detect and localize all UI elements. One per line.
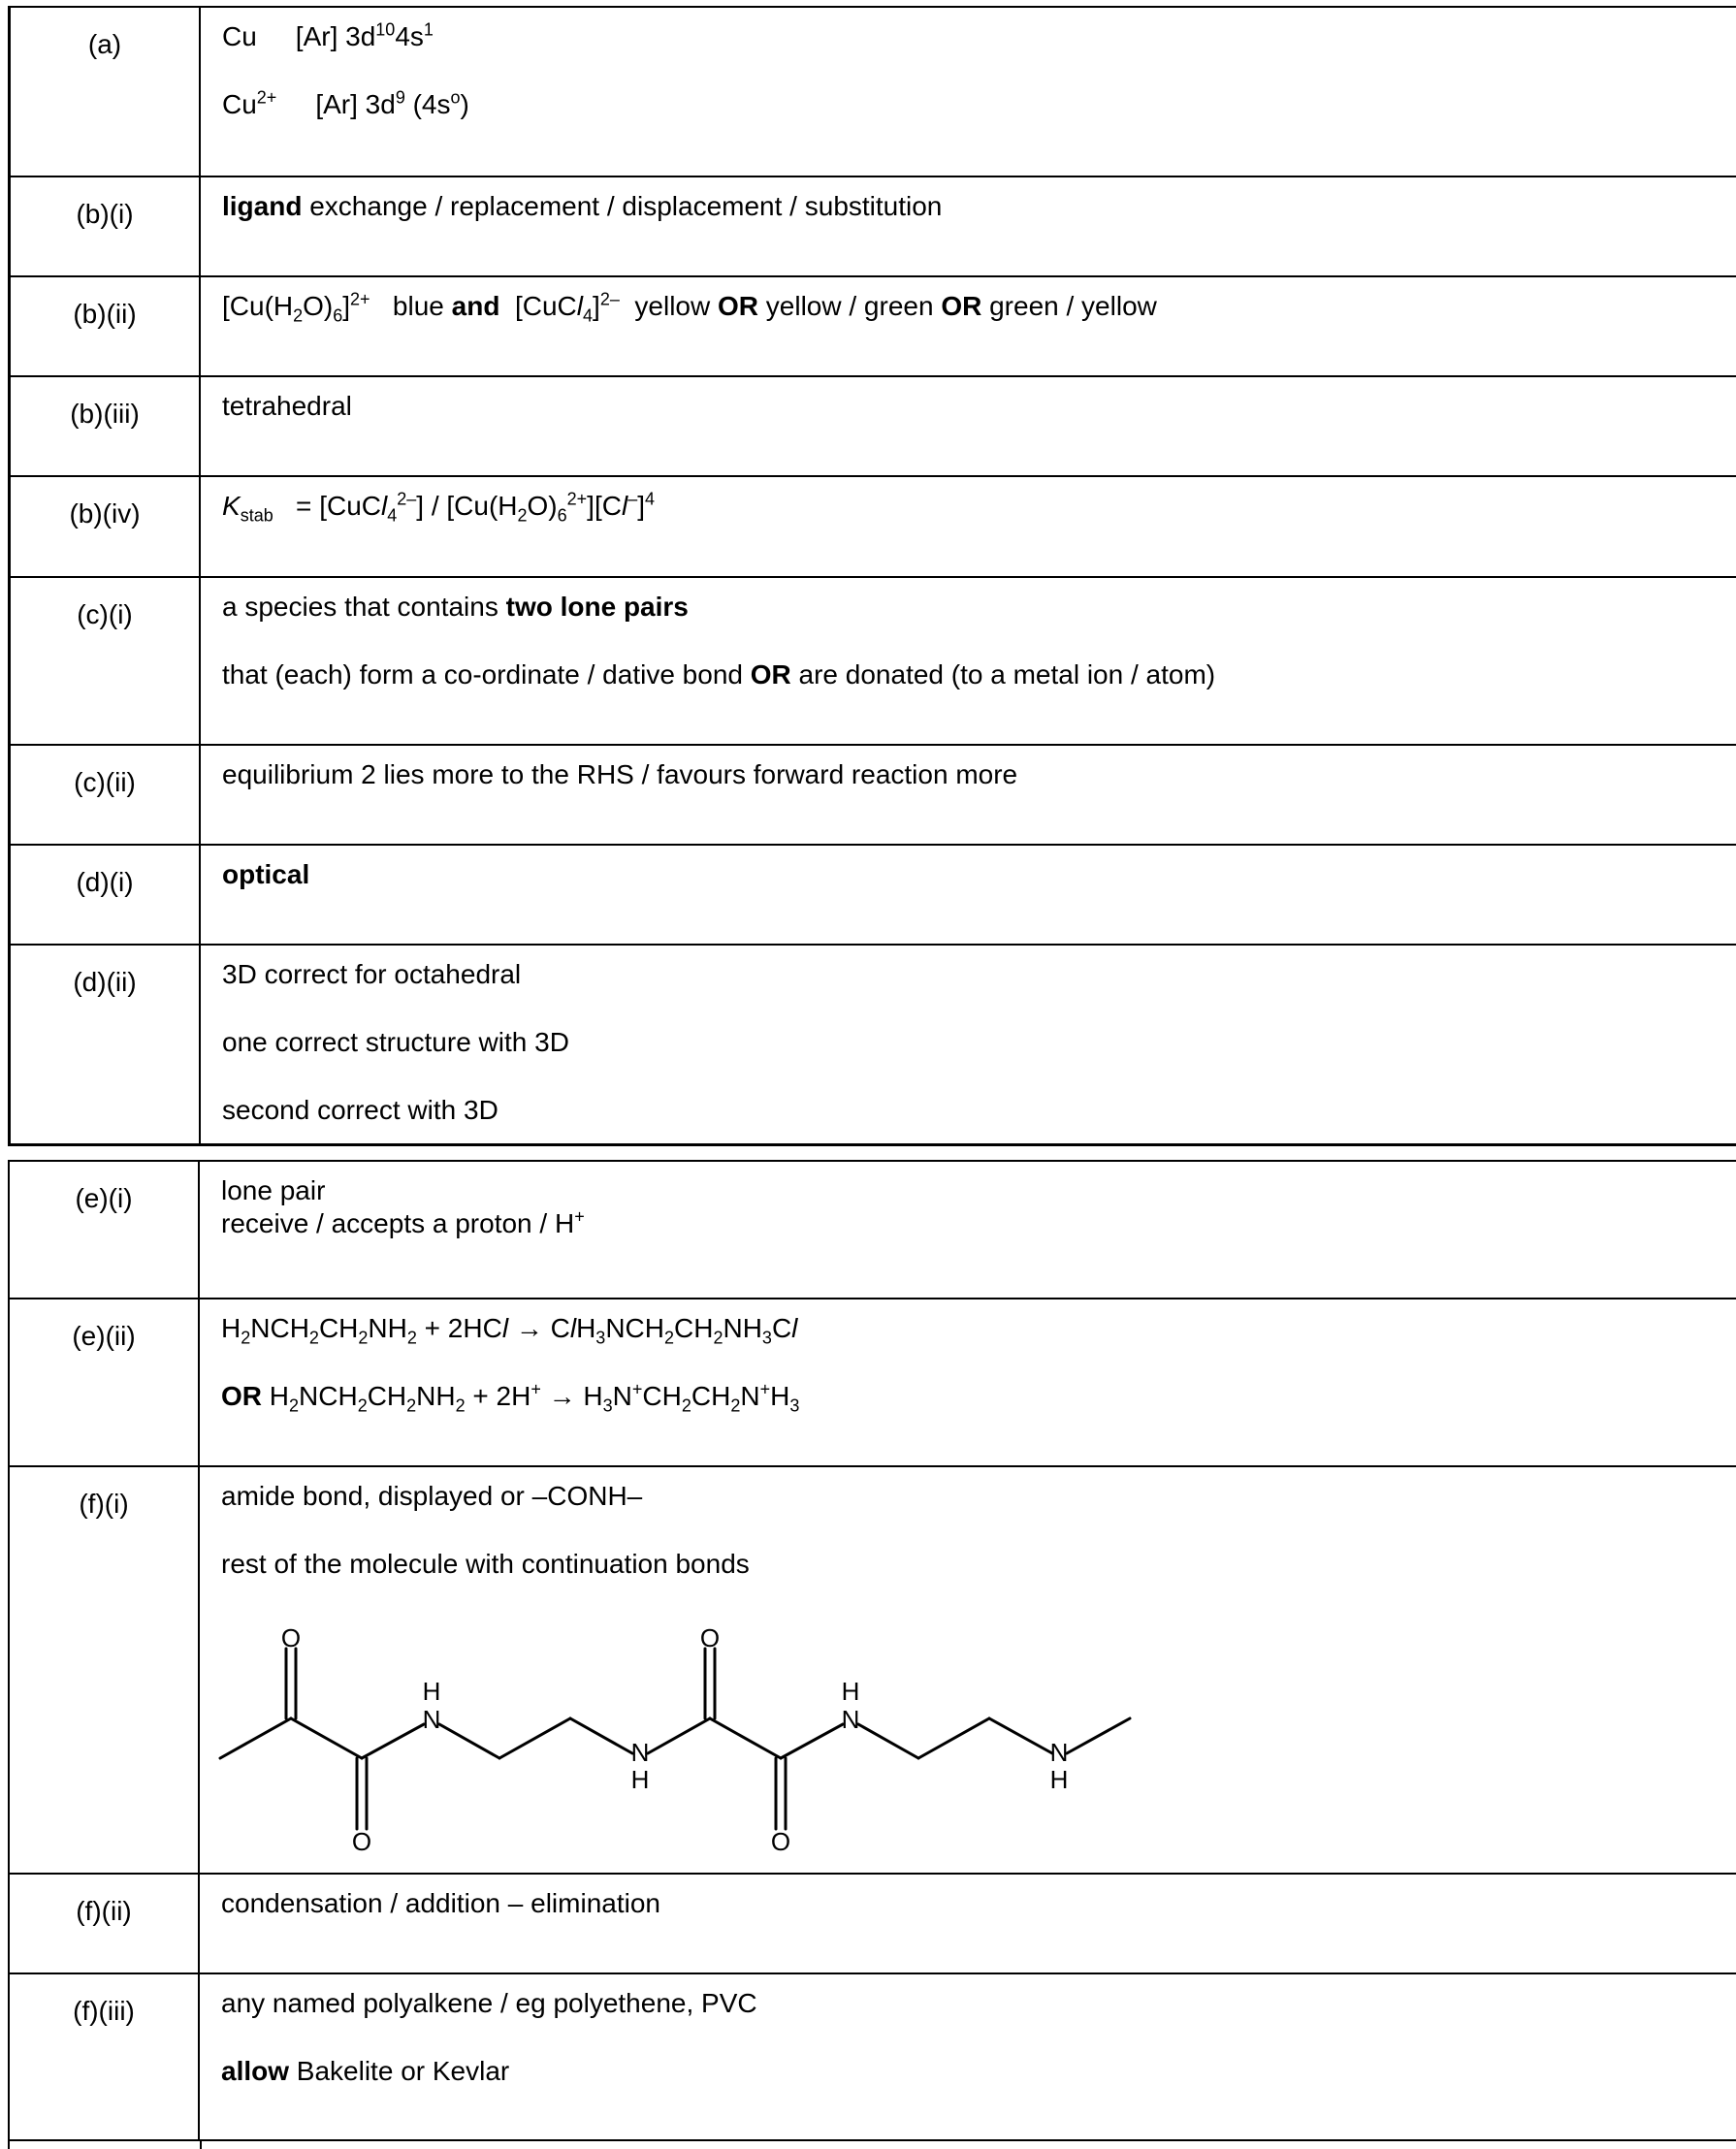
- row-label-text: (b)(iii): [70, 399, 140, 429]
- answer-line: [221, 1888, 660, 1919]
- italic-text: K: [222, 491, 241, 521]
- text: any named polyalkene / eg polyethene, PVC: [221, 1988, 757, 2018]
- subscript: 2: [713, 1328, 723, 1348]
- bond: [710, 1718, 781, 1758]
- row-answer: [210, 377, 1736, 475]
- table-row: [10, 1162, 1736, 1299]
- row-answer: [210, 946, 1736, 1143]
- row-label-text: (b)(ii): [73, 299, 137, 329]
- text: [Ar] 3d: [315, 89, 396, 119]
- text: C: [771, 1313, 792, 1343]
- italic-text: l: [501, 1313, 509, 1343]
- text: 3D correct for octahedral: [222, 959, 522, 989]
- table-row: [11, 946, 1736, 1146]
- subscript: 2: [663, 1328, 674, 1348]
- answer-line: [222, 191, 942, 222]
- text: ): [460, 89, 469, 119]
- row-label-text: (d)(ii): [73, 967, 137, 997]
- subscript: 2: [730, 1395, 741, 1416]
- bond: [220, 1718, 291, 1758]
- answer-line: [222, 21, 434, 52]
- italic-text: l: [380, 491, 388, 521]
- text: NH: [723, 1313, 762, 1343]
- atom-label-hydrogen: H: [630, 1765, 650, 1794]
- atom-label-oxygen: O: [351, 1827, 372, 1856]
- text: 4s: [395, 21, 424, 51]
- table-row: [10, 1974, 1736, 2141]
- row-label-text: (f)(ii): [76, 1896, 132, 1926]
- bond: [362, 1724, 424, 1758]
- subscript: 2: [357, 1395, 368, 1416]
- text: one correct structure with 3D: [222, 1027, 569, 1057]
- row-label-text: (e)(ii): [72, 1321, 136, 1351]
- answer-line: [222, 592, 689, 623]
- row-label: [10, 1299, 200, 1465]
- table-row: [11, 746, 1736, 846]
- text: blue: [370, 291, 452, 321]
- row-answer: [210, 578, 1736, 744]
- bond: [570, 1718, 632, 1753]
- bond: [648, 1718, 710, 1753]
- row-label-text: (d)(i): [76, 867, 134, 897]
- subscript: 2: [293, 305, 304, 326]
- bold-text: OR: [750, 659, 791, 690]
- bold-text: allow: [221, 2056, 290, 2086]
- row-label: [11, 746, 201, 844]
- subscript: 3: [602, 1395, 613, 1416]
- subscript: 2: [358, 1328, 369, 1348]
- text: Bakelite or Kevlar: [289, 2056, 510, 2086]
- answer-line: [222, 1027, 569, 1058]
- superscript: 4: [644, 489, 655, 509]
- row-answer: [210, 177, 1736, 275]
- row-label: [11, 578, 201, 744]
- answer-line: [221, 1549, 750, 1580]
- text: CH: [674, 1313, 714, 1343]
- text: ]: [637, 491, 645, 521]
- table-row: [11, 177, 1736, 277]
- text: ] / [Cu(H: [416, 491, 518, 521]
- atom-label-nitrogen: N: [1049, 1738, 1069, 1767]
- text: ][C: [587, 491, 622, 521]
- text: H: [576, 1313, 596, 1343]
- bond: [291, 1718, 362, 1758]
- text: [CuC: [499, 291, 577, 321]
- text: NH: [416, 1381, 456, 1411]
- row-answer: [210, 477, 1736, 576]
- answer-line: [222, 759, 1017, 790]
- bold-text: two lone pairs: [505, 592, 689, 622]
- answer-line: [222, 391, 352, 422]
- text: receive / accepts a proton / H: [221, 1208, 575, 1238]
- bold-text: OR: [221, 1381, 262, 1411]
- text: yellow: [619, 291, 718, 321]
- answer-line: [222, 1095, 498, 1126]
- superscript: 2+: [350, 289, 370, 309]
- answer-line: [221, 1481, 642, 1512]
- row-label: [11, 946, 201, 1143]
- answer-line: [221, 2056, 509, 2087]
- answer-line: [221, 1988, 757, 2019]
- row-answer: [210, 8, 1736, 176]
- subscript: 2: [241, 1328, 251, 1348]
- atom-label-oxygen: O: [280, 1623, 302, 1652]
- row-label-text: (c)(ii): [74, 767, 136, 797]
- atom-label-nitrogen: N: [841, 1705, 860, 1734]
- bond: [918, 1718, 989, 1758]
- italic-text: l: [576, 291, 584, 321]
- superscript: 10: [375, 19, 396, 40]
- text: green / yellow: [981, 291, 1157, 321]
- bold-text: ligand: [222, 191, 303, 221]
- superscript: 1: [423, 19, 434, 40]
- text: NCH: [299, 1381, 358, 1411]
- row-label: [11, 177, 201, 275]
- text: Cu: [222, 21, 257, 51]
- row-label: [10, 1974, 200, 2139]
- text: + 2H: [465, 1381, 531, 1411]
- subscript: 6: [557, 505, 567, 526]
- superscript: –: [627, 489, 638, 509]
- table-row: [10, 1875, 1736, 1974]
- subscript: stab: [240, 505, 273, 526]
- text: tetrahedral: [222, 391, 352, 421]
- text: = [CuC: [273, 491, 381, 521]
- answer-line: [221, 1208, 585, 1239]
- text: exchange / replacement / displacement / substitution: [302, 191, 943, 221]
- row-label: [11, 277, 201, 375]
- table-continuation-mid: [200, 2141, 202, 2149]
- answer-line: [221, 1175, 325, 1206]
- row-label-text: (f)(iii): [73, 1996, 135, 2026]
- subscript: 2: [455, 1395, 466, 1416]
- subscript: 2: [681, 1395, 691, 1416]
- bold-text: OR: [718, 291, 758, 321]
- table-continuation-left: [8, 2141, 10, 2149]
- text: NCH: [605, 1313, 664, 1343]
- subscript: 2: [517, 505, 528, 526]
- superscript: 2–: [599, 289, 620, 309]
- table-row: [11, 8, 1736, 177]
- row-answer: [210, 746, 1736, 844]
- answer-line: [222, 289, 1157, 326]
- row-label: [11, 477, 201, 576]
- row-label-text: (b)(iv): [69, 498, 141, 529]
- text: H: [221, 1313, 241, 1343]
- italic-text: l: [791, 1313, 798, 1343]
- polyamide-structure-diagram: [209, 1618, 1372, 1870]
- text: NCH: [250, 1313, 309, 1343]
- text: N: [740, 1381, 760, 1411]
- row-label-text: (f)(i): [79, 1489, 129, 1519]
- text: amide bond, displayed or –CONH–: [221, 1481, 643, 1511]
- text: H: [262, 1381, 289, 1411]
- text: → H: [540, 1381, 603, 1411]
- text: rest of the molecule with continuation bonds: [221, 1549, 750, 1579]
- row-label-text: (c)(i): [77, 599, 133, 629]
- atom-label-hydrogen: H: [1049, 1765, 1069, 1794]
- bond: [781, 1724, 843, 1758]
- answer-line: [222, 489, 655, 526]
- row-answer: [210, 846, 1736, 944]
- italic-text: l: [621, 491, 628, 521]
- text: condensation / addition – elimination: [221, 1888, 660, 1918]
- bold-text: and: [451, 291, 500, 321]
- subscript: 3: [789, 1395, 800, 1416]
- subscript: 3: [595, 1328, 606, 1348]
- subscript: 2: [308, 1328, 319, 1348]
- text: second correct with 3D: [222, 1095, 498, 1125]
- text: → C: [508, 1313, 570, 1343]
- atom-label-hydrogen: H: [841, 1677, 860, 1706]
- row-label-text: (a): [87, 29, 122, 59]
- answer-line: [221, 1379, 800, 1416]
- bold-text: OR: [941, 291, 982, 321]
- text: [Ar] 3d: [295, 21, 376, 51]
- text: ]: [342, 291, 351, 321]
- superscript: 2–: [397, 489, 417, 509]
- text: CH: [318, 1313, 359, 1343]
- row-answer: [209, 1875, 1736, 1973]
- superscript: +: [530, 1379, 541, 1399]
- superscript: 2+: [256, 87, 277, 108]
- text: (4s: [404, 89, 451, 119]
- bold-text: optical: [222, 859, 310, 889]
- superscript: 2+: [566, 489, 588, 509]
- row-label: [10, 1467, 200, 1873]
- superscript: 9: [395, 87, 405, 108]
- text: N: [612, 1381, 632, 1411]
- subscript: 3: [761, 1328, 772, 1348]
- row-label-text: (b)(i): [76, 199, 134, 229]
- text: + 2HC: [416, 1313, 502, 1343]
- text: that (each) form a co-ordinate / dative bond: [222, 659, 751, 690]
- subscript: 6: [333, 305, 343, 326]
- row-answer: [209, 1974, 1736, 2139]
- table-row: [11, 477, 1736, 578]
- text: H: [770, 1381, 790, 1411]
- row-label: [11, 377, 201, 475]
- mark-scheme-table-1: [8, 6, 1736, 1146]
- answer-line: [222, 659, 1215, 690]
- bond: [1067, 1718, 1130, 1753]
- table-row: [11, 846, 1736, 946]
- row-label: [11, 8, 201, 176]
- answer-line: [222, 959, 521, 990]
- answer-line: [222, 859, 309, 890]
- table-row: [11, 377, 1736, 477]
- atom-label-hydrogen: H: [422, 1677, 441, 1706]
- answer-line: [222, 89, 469, 120]
- text: O): [527, 491, 558, 521]
- atom-label-oxygen: O: [699, 1623, 721, 1652]
- superscript: +: [631, 1379, 643, 1399]
- text: CH: [642, 1381, 682, 1411]
- bond: [989, 1718, 1052, 1753]
- subscript: 2: [406, 1328, 417, 1348]
- atom-label-oxygen: O: [770, 1827, 791, 1856]
- subscript: 4: [387, 505, 398, 526]
- row-answer: [210, 277, 1736, 375]
- text: [Cu(H: [222, 291, 294, 321]
- row-label-text: (e)(i): [75, 1183, 133, 1213]
- superscript: +: [759, 1379, 771, 1399]
- text: lone pair: [221, 1175, 326, 1205]
- subscript: 2: [406, 1395, 417, 1416]
- subscript: 2: [289, 1395, 300, 1416]
- text: CH: [691, 1381, 731, 1411]
- row-label: [11, 846, 201, 944]
- atom-label-nitrogen: N: [630, 1738, 650, 1767]
- subscript: 4: [583, 305, 594, 326]
- text: equilibrium 2 lies more to the RHS / favours forward reaction more: [222, 759, 1018, 789]
- row-label: [10, 1162, 200, 1298]
- table-row: [11, 277, 1736, 377]
- row-answer: [209, 1299, 1736, 1465]
- superscript: +: [574, 1206, 585, 1227]
- italic-text: l: [569, 1313, 577, 1343]
- table-row: [11, 578, 1736, 746]
- text: are donated (to a metal ion / atom): [790, 659, 1216, 690]
- text: NH: [368, 1313, 407, 1343]
- text: Cu: [222, 89, 257, 119]
- bond: [439, 1724, 499, 1758]
- text: yellow / green: [758, 291, 942, 321]
- answer-line: [221, 1313, 798, 1348]
- text: O): [303, 291, 334, 321]
- bond: [858, 1724, 918, 1758]
- text: a species that contains: [222, 592, 506, 622]
- row-label: [10, 1875, 200, 1973]
- superscript: o: [450, 87, 461, 108]
- atom-label-nitrogen: N: [422, 1705, 441, 1734]
- table-row: [10, 1299, 1736, 1467]
- text: CH: [367, 1381, 407, 1411]
- row-answer: [209, 1162, 1736, 1298]
- text: ]: [593, 291, 600, 321]
- bond: [499, 1718, 570, 1758]
